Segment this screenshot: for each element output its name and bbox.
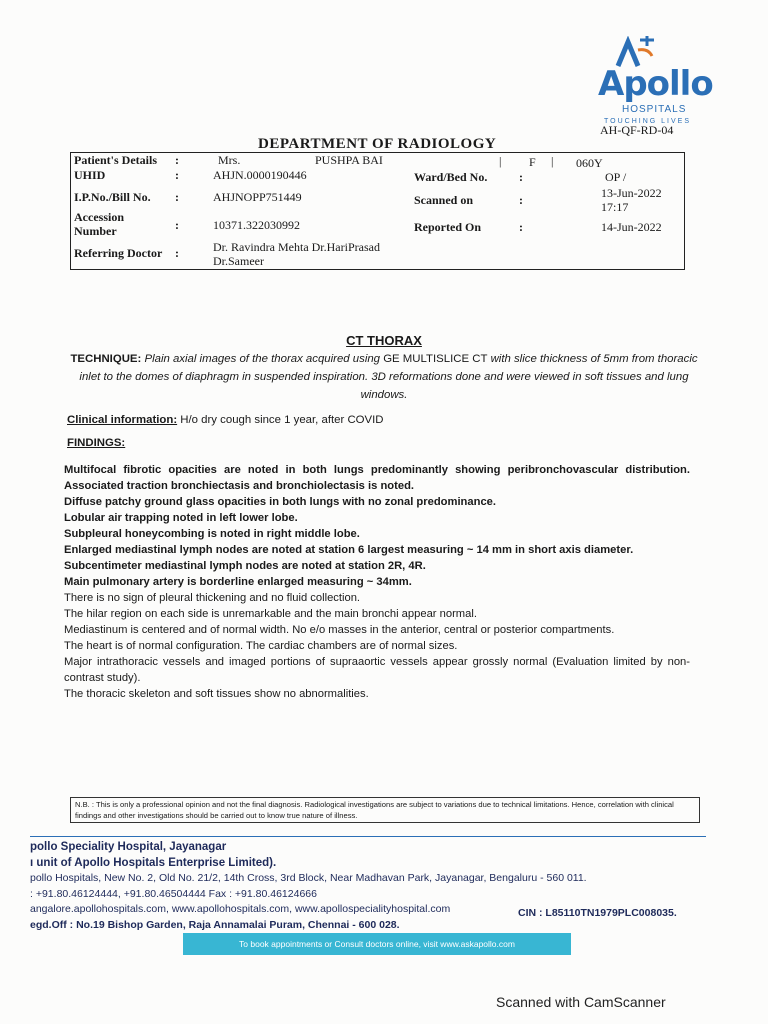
patient-title: Mrs. [218, 153, 241, 167]
appointment-banner: To book appointments or Consult doctors online, visit www.askapollo.com [183, 933, 571, 955]
finding-item: Main pulmonary artery is borderline enlarged measuring ~ 34mm. [64, 576, 412, 588]
colon: : [175, 153, 179, 167]
camscanner-watermark: Scanned with CamScanner [496, 994, 666, 1010]
reported-label: Reported On [414, 220, 481, 234]
finding-item: The heart is of normal configuration. The cardiac chambers are of normal sizes. [64, 640, 458, 652]
finding-item: Subpleural honeycombing is noted in right middle lobe. [64, 528, 360, 540]
ip-label: I.P.No./Bill No. [74, 190, 151, 204]
uhid-label: UHID [74, 168, 106, 182]
hospital-footer [30, 840, 720, 933]
footer-phone: : +91.80.46124444, +91.80.46504444 Fax : +91.80.46124666 [30, 887, 317, 900]
colon: : [519, 193, 523, 207]
clinical-text: H/o dry cough since 1 year, after COVID [177, 414, 384, 426]
patient-name: PUSHPA BAI [315, 153, 383, 167]
separator: | [499, 154, 502, 168]
referring-doctor-label: Referring Doctor [74, 246, 163, 260]
ip-value: AHJNOPP751449 [213, 190, 302, 204]
scanned-date: 13-Jun-2022 [601, 186, 662, 200]
scanned-time: 17:17 [601, 200, 629, 214]
apollo-logo [598, 36, 713, 125]
finding-item: Enlarged mediastinal lymph nodes are noted at station 6 largest measuring ~ 14 mm in short axis diameter. [64, 544, 634, 556]
footer-regd-office: egd.Off : No.19 Bishop Garden, Raja Annamalai Puram, Chennai - 600 028. [30, 918, 400, 931]
footer-websites: angalore.apollohospitals.com, www.apollohospitals.com, www.apollospecialityhospital.com [30, 903, 451, 915]
footer-unit: ı unit of Apollo Hospitals Enterprise Limited). [30, 856, 277, 869]
reported-value: 14-Jun-2022 [601, 220, 662, 234]
referring-doctor-line1: Dr. Ravindra Mehta Dr.HariPrasad [213, 240, 380, 254]
finding-item: Lobular air trapping noted in left lower lobe. [64, 512, 298, 524]
colon: : [519, 170, 523, 184]
logo-hospitals: HOSPITALS [622, 104, 687, 115]
findings-list [64, 462, 690, 702]
technique-text-2: with slice thickness of 5mm from thoracic inlet to the domes of diaphragm in suspended inspiration. 3D reformations done and were viewed in soft tissues and lung windows. [79, 353, 698, 401]
footer-divider [30, 836, 706, 837]
colon: : [175, 168, 179, 182]
technique-label: TECHNIQUE: [70, 353, 142, 365]
form-code: AH-QF-RD-04 [600, 123, 674, 137]
technique-scanner: GE MULTISLICE CT [383, 353, 488, 365]
logo-wordmark: Apollo [598, 64, 713, 104]
patient-details-label: Patient's Details [74, 153, 157, 167]
finding-item: There is no sign of pleural thickening and no fluid collection. [64, 592, 361, 604]
technique-paragraph [70, 350, 698, 404]
footer-cin: CIN : L85110TN1979PLC008035. [518, 907, 677, 919]
finding-item: The hilar region on each side is unremarkable and the main bronchi appear normal. [64, 608, 477, 620]
finding-item: Diffuse patchy ground glass opacities in both lungs with no zonal predominance. [64, 496, 496, 508]
technique-text-1: Plain axial images of the thorax acquired using [141, 353, 384, 365]
clinical-information [67, 414, 384, 426]
referring-doctor-line2: Dr.Sameer [213, 254, 264, 268]
colon: : [175, 246, 179, 260]
patient-age: 060Y [576, 156, 603, 170]
disclaimer-box: N.B. : This is only a professional opinion and not the final diagnosis. Radiological investigations are subject to variations due to technical limitations. Hence, correlation with clinical findings and other investigations should be carried out to know true nature of illness. [70, 797, 700, 823]
finding-item: The thoracic skeleton and soft tissues show no abnormalities. [64, 688, 369, 700]
uhid-value: AHJN.0000190446 [213, 168, 307, 182]
report-title: CT THORAX [346, 333, 422, 348]
ward-value: OP / [605, 170, 627, 184]
patient-sex: F [529, 155, 536, 169]
colon: : [175, 190, 179, 204]
ward-label: Ward/Bed No. [414, 170, 488, 184]
accession-label-2: Number [74, 224, 117, 238]
scanned-label: Scanned on [414, 193, 474, 207]
footer-address: pollo Hospitals, New No. 2, Old No. 21/2, 14th Cross, 3rd Block, Near Madhavan Park, Jayanagar, Bengaluru - 560 011. [30, 872, 587, 884]
accession-value: 10371.322030992 [213, 218, 300, 232]
clinical-label: Clinical information: [67, 414, 178, 426]
logo-tagline: TOUCHING LIVES [604, 118, 691, 125]
colon: : [175, 218, 179, 232]
colon: : [519, 220, 523, 234]
finding-item: Multifocal fibrotic opacities are noted in both lungs predominantly showing peribronchovascular distribution. Associated traction bronchiectasis and bronchiolectasis is noted. [64, 464, 690, 492]
findings-heading: FINDINGS: [67, 437, 126, 449]
accession-label: Accession [74, 210, 124, 224]
finding-item: Mediastinum is centered and of normal width. No e/o masses in the anterior, central or posterior compartments. [64, 624, 615, 636]
finding-item: Subcentimeter mediastinal lymph nodes are noted at station 2R, 4R. [64, 560, 426, 572]
department-title: DEPARTMENT OF RADIOLOGY [258, 136, 497, 152]
patient-details-box [70, 152, 685, 270]
footer-hospital-name: pollo Speciality Hospital, Jayanagar [30, 841, 227, 853]
finding-item: Major intrathoracic vessels and imaged portions of supraaortic vessels appear grossly normal (Evaluation limited by non-contrast study). [64, 656, 690, 684]
separator: | [551, 154, 554, 168]
